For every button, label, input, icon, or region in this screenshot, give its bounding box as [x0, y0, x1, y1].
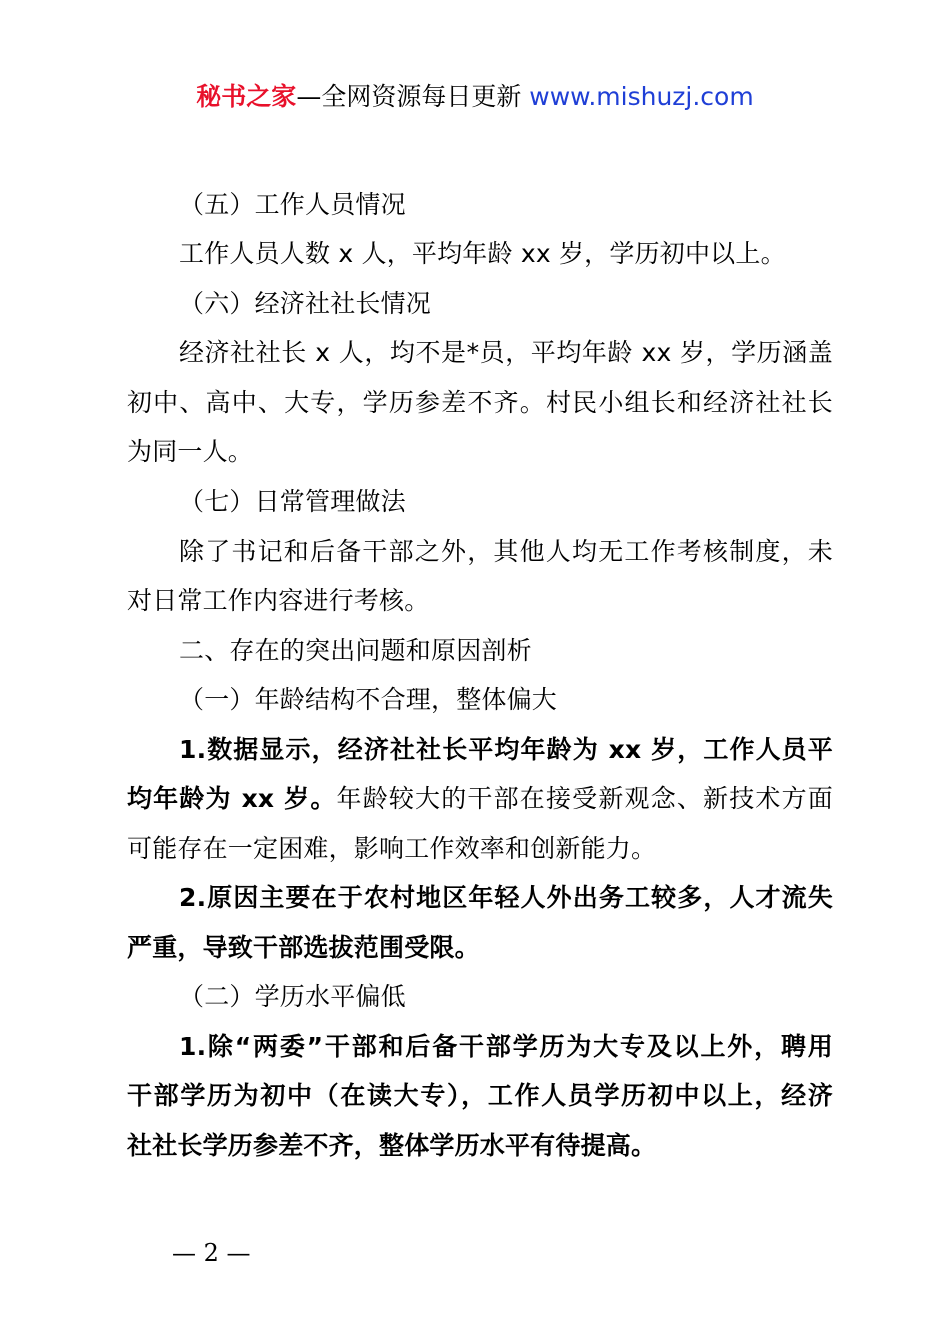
paragraph-line-mixed	[127, 782, 833, 816]
paragraph-line-bold: 1.除“两委”干部和后备干部学历为大专及以上外，聘用	[179, 1032, 833, 1061]
paragraph-line: 除了书记和后备干部之外，其他人均无工作考核制度，未	[179, 537, 833, 566]
paragraph-line-bold: 干部学历为初中（在读大专），工作人员学历初中以上，经济	[127, 1081, 833, 1110]
paragraph-line: 可能存在一定困难，影响工作效率和创新能力。	[127, 834, 657, 863]
bold-segment: 均年龄为 xx 岁。	[127, 784, 337, 813]
paragraph-line: 经济社社长 x 人，均不是*员，平均年龄 xx 岁，学历涵盖	[179, 338, 833, 367]
section-heading-staff: （五）工作人员情况	[179, 190, 406, 219]
page-number: — 2 —	[172, 1239, 251, 1267]
chapter-heading-problems: 二、存在的突出问题和原因剖析	[179, 636, 532, 665]
section-heading-age: （一）年龄结构不合理，整体偏大	[179, 685, 558, 714]
paragraph-line-bold: 1.数据显示，经济社社长平均年龄为 xx 岁，工作人员平	[179, 735, 833, 764]
paragraph-line-bold: 社社长学历参差不齐，整体学历水平有待提高。	[127, 1131, 657, 1160]
site-url-link[interactable]: www.mishuzj.com	[529, 82, 754, 111]
paragraph-line: 为同一人。	[127, 437, 254, 466]
section-heading-education: （二）学历水平偏低	[179, 982, 406, 1011]
paragraph-line-bold: 2.原因主要在于农村地区年轻人外出务工较多，人才流失	[179, 883, 833, 912]
paragraph-line: 对日常工作内容进行考核。	[127, 586, 430, 615]
site-header	[0, 80, 950, 114]
paragraph-line: 初中、高中、大专，学历参差不齐。村民小组长和经济社社长	[127, 388, 833, 417]
section-heading-management: （七）日常管理做法	[179, 487, 406, 516]
site-brand: 秘书之家	[196, 82, 297, 111]
paragraph-line-bold: 严重，导致干部选拔范围受限。	[127, 933, 480, 962]
paragraph-line: 工作人员人数 x 人，平均年龄 xx 岁，学历初中以上。	[179, 239, 786, 268]
section-heading-director: （六）经济社社长情况	[179, 289, 432, 318]
regular-segment: 年龄较大的干部在接受新观念、新技术方面	[336, 784, 833, 813]
site-tagline: —全网资源每日更新	[296, 82, 522, 111]
